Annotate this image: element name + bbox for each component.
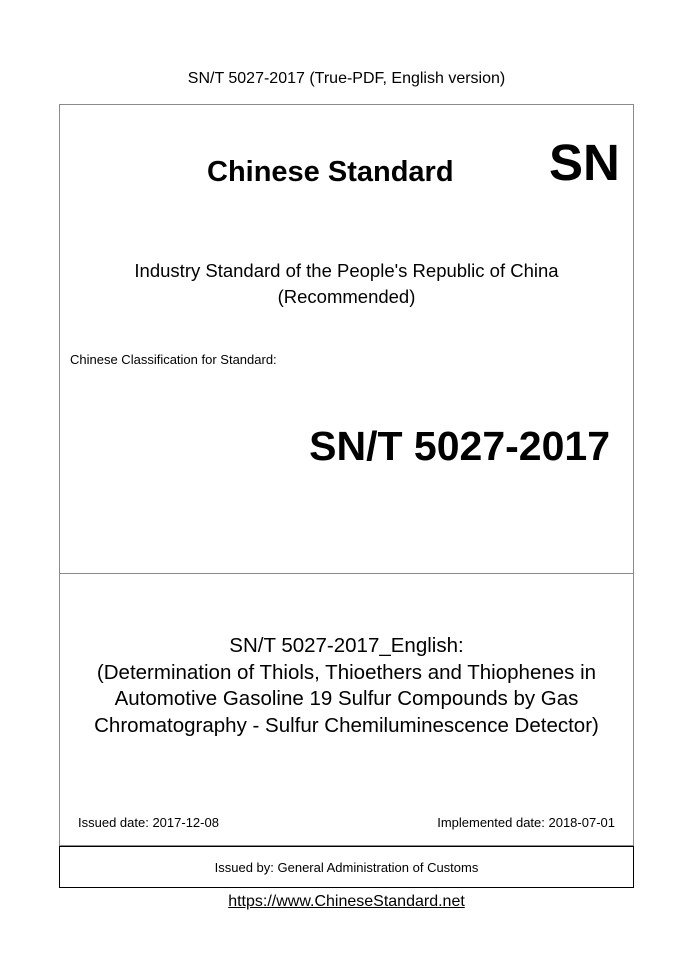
issuer-box	[59, 846, 634, 888]
title-line-1: SN/T 5027-2017_English:	[229, 634, 464, 657]
website-link[interactable]: https://www.ChineseStandard.net	[228, 893, 465, 910]
industry-line-1: Industry Standard of the People's Republic of China	[134, 260, 559, 281]
issued-date: Issued date: 2017-12-08	[78, 815, 219, 830]
implemented-date: Implemented date: 2018-07-01	[437, 815, 615, 830]
title-line-2: (Determination of Thiols, Thioethers and Thiophenes in	[96, 660, 597, 684]
sn-mark: SN	[549, 134, 620, 191]
classification-label: Chinese Classification for Standard:	[70, 352, 277, 367]
chinese-standard-heading: Chinese Standard	[207, 156, 454, 188]
document-header-title: SN/T 5027-2017 (True-PDF, English version)	[187, 70, 506, 87]
standard-number: SN/T 5027-2017	[309, 423, 610, 469]
issuer-text: Issued by: General Administration of Customs	[214, 859, 479, 875]
document-title	[0, 633, 693, 739]
title-line-4: Chromatography - Sulfur Chemiluminescence Detector)	[94, 713, 599, 737]
footer	[0, 893, 693, 911]
industry-line-2: (Recommended)	[277, 286, 416, 307]
industry-standard-text	[0, 258, 693, 310]
title-line-3: Automotive Gasoline 19 Sulfur Compounds by Gas	[114, 687, 579, 710]
